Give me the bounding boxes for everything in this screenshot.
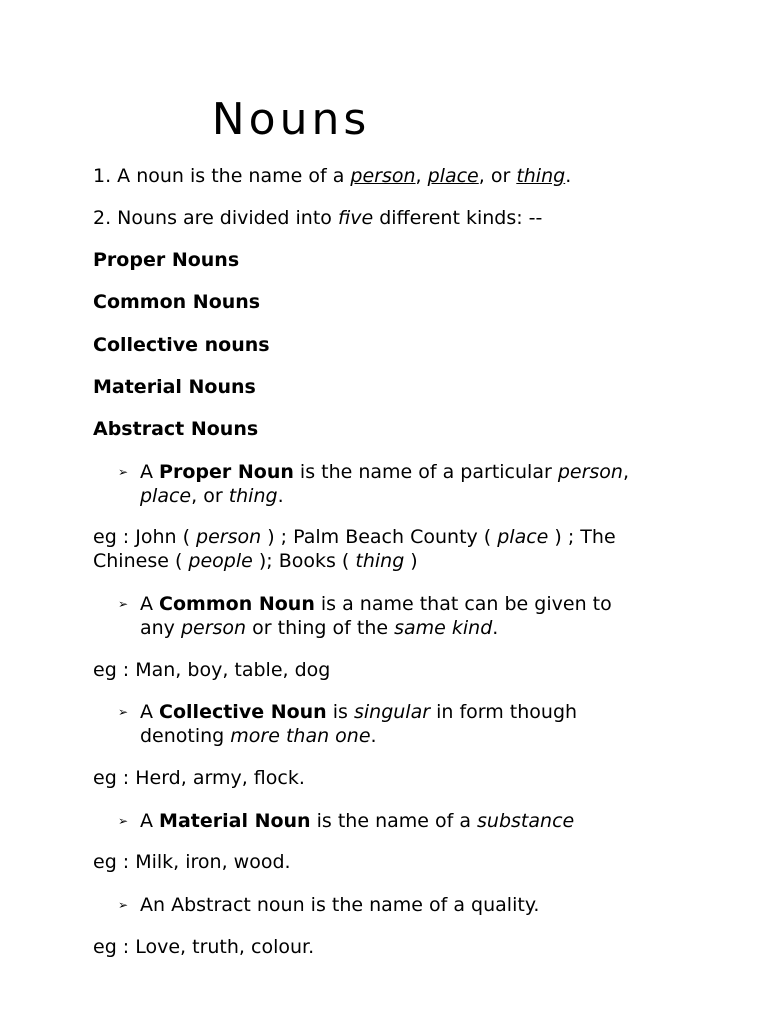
example-material: eg : Milk, iron, wood. (93, 851, 291, 873)
emph-place: place (497, 526, 549, 548)
example-abstract: eg : Love, truth, colour. (93, 936, 315, 958)
intro-text: different kinds: -- (373, 207, 543, 229)
text: . (277, 485, 284, 507)
arrow-bullet-icon: ➢ (118, 465, 129, 479)
text: ) (404, 550, 418, 572)
kind-heading: Abstract Nouns (93, 418, 259, 440)
emph-person: person (350, 165, 416, 187)
intro-sep: , (415, 165, 428, 187)
text: , (622, 461, 630, 483)
intro-text: 2. Nouns are divided into (93, 207, 338, 229)
example-proper (93, 525, 693, 573)
emph-place: place (427, 165, 479, 187)
text: ) ; Palm Beach County ( (261, 526, 498, 548)
arrow-bullet-icon: ➢ (118, 597, 129, 611)
emph-five: five (337, 207, 374, 229)
text: in form though (430, 701, 578, 723)
text: Chinese ( (93, 550, 189, 572)
text: A (140, 461, 160, 483)
emph-substance: substance (477, 810, 575, 832)
bullet-proper-noun (118, 460, 680, 508)
intro-kinds (93, 206, 542, 230)
text: eg : John ( (93, 526, 197, 548)
emph-place: place (140, 485, 192, 507)
arrow-bullet-icon: ➢ (118, 898, 129, 912)
bullet-common-noun (118, 592, 680, 640)
intro-definition (93, 164, 571, 188)
page-title: Nouns (211, 94, 371, 145)
intro-end: . (565, 165, 572, 187)
term-common-noun: Common Noun (159, 593, 315, 615)
text: A (140, 701, 160, 723)
emph-thing: thing (228, 485, 278, 507)
kind-heading: Collective nouns (93, 334, 270, 356)
text: . (370, 725, 377, 747)
kind-heading: Proper Nouns (93, 249, 240, 271)
term-collective-noun: Collective Noun (159, 701, 327, 723)
intro-sep: , or (478, 165, 517, 187)
text: ) ; The (548, 526, 616, 548)
text: An Abstract noun is the name of a quality. (140, 894, 540, 916)
text: or thing of the (246, 617, 395, 639)
emph-thing: thing (355, 550, 405, 572)
intro-text: 1. A noun is the name of a (93, 165, 351, 187)
arrow-bullet-icon: ➢ (118, 705, 129, 719)
bullet-material-noun (118, 809, 680, 833)
example-collective: eg : Herd, army, flock. (93, 767, 305, 789)
text: is the name of a (310, 810, 478, 832)
text: is a name that can be given to (314, 593, 612, 615)
text: any (140, 617, 181, 639)
emph-thing: thing (516, 165, 566, 187)
emph-person: person (196, 526, 262, 548)
emph-same-kind: same kind (394, 617, 493, 639)
example-common: eg : Man, boy, table, dog (93, 659, 331, 681)
emph-person: person (180, 617, 247, 639)
bullet-abstract-noun (118, 893, 680, 917)
term-material-noun: Material Noun (159, 810, 311, 832)
text: A (140, 593, 160, 615)
text: is the name of a particular (293, 461, 558, 483)
text: A (140, 810, 160, 832)
arrow-bullet-icon: ➢ (118, 814, 129, 828)
text: denoting (140, 725, 231, 747)
term-proper-noun: Proper Noun (159, 461, 294, 483)
emph-person: person (557, 461, 623, 483)
text: ); Books ( (252, 550, 356, 572)
kind-heading: Material Nouns (93, 376, 256, 398)
emph-singular: singular (353, 701, 431, 723)
text: . (492, 617, 499, 639)
text: is (326, 701, 354, 723)
text: , or (191, 485, 229, 507)
emph-more-than-one: more than one (230, 725, 371, 747)
emph-people: people (188, 550, 253, 572)
bullet-collective-noun (118, 700, 680, 748)
kind-heading: Common Nouns (93, 291, 261, 313)
